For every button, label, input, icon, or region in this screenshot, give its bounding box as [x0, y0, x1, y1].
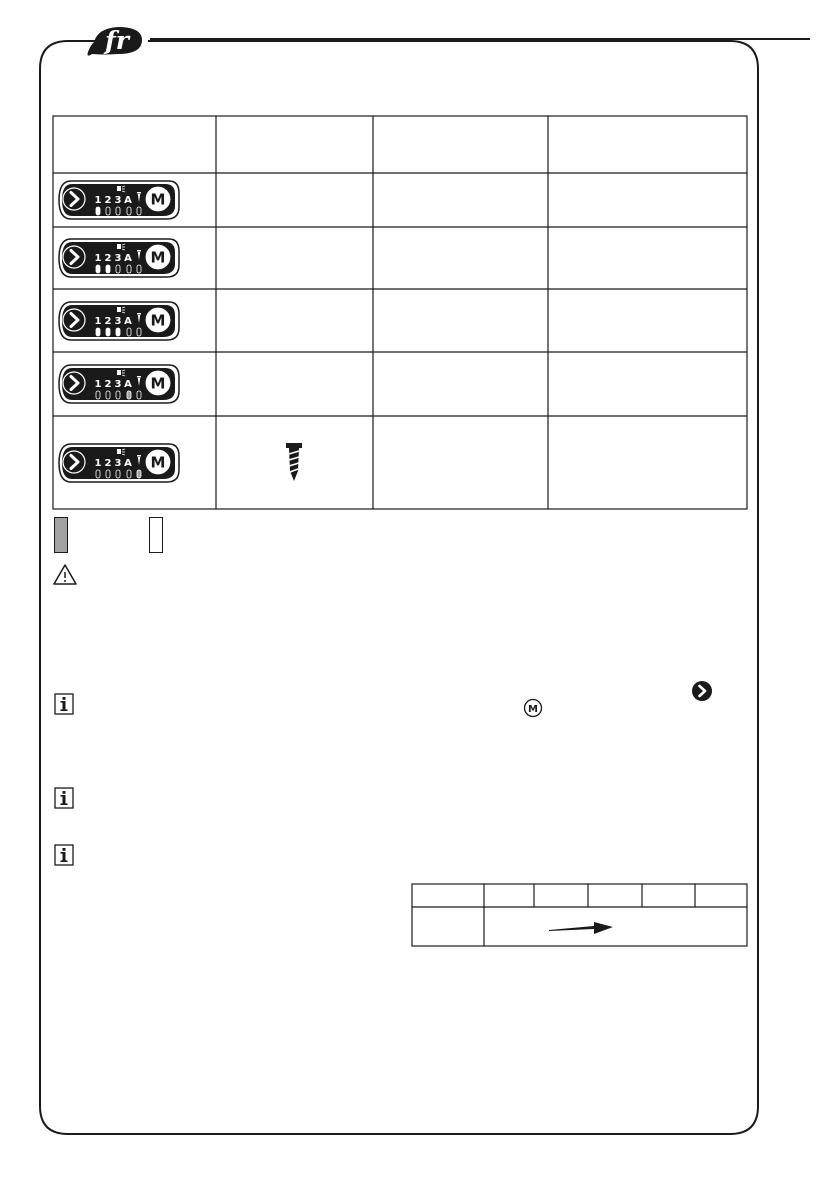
led-indicator	[137, 470, 141, 478]
panel-label: A	[124, 457, 132, 469]
led-indicator	[116, 328, 120, 336]
panel-label: 2	[104, 253, 112, 264]
header-cell-1	[53, 116, 216, 173]
svg-text:M: M	[528, 704, 538, 715]
led-indicator	[127, 391, 131, 399]
led-indicator	[96, 328, 100, 336]
panel-label: 1	[94, 253, 102, 264]
led-indicator	[127, 328, 131, 336]
panel-label: A	[124, 253, 132, 264]
control-panel-row-2	[57, 236, 181, 280]
panel-label: 2	[104, 315, 112, 327]
panel-label: 3	[114, 253, 122, 264]
led-indicator	[106, 328, 110, 336]
led-indicator	[96, 265, 100, 273]
svg-text:M: M	[150, 374, 166, 393]
led-indicator	[106, 265, 110, 273]
led-indicator	[116, 207, 120, 215]
panel-label: A	[124, 315, 132, 327]
control-panel-row-5	[57, 441, 181, 485]
legend-unlit-swatch	[149, 517, 163, 553]
info-icon	[54, 844, 74, 866]
led-indicator	[106, 207, 110, 215]
increase-arrow-icon	[549, 922, 613, 934]
info-icon	[54, 787, 74, 809]
arrow-button-icon	[691, 680, 713, 702]
led-indicator	[96, 207, 100, 215]
control-panel-row-3	[57, 299, 181, 343]
svg-text:M: M	[150, 453, 166, 471]
panel-label: 3	[114, 195, 122, 206]
led-indicator	[127, 265, 131, 273]
panel-label: 3	[114, 457, 122, 469]
panel-label: 2	[104, 195, 112, 206]
led-indicator	[116, 265, 120, 273]
panel-label: 3	[114, 379, 122, 390]
panel-label: A	[124, 379, 132, 390]
panel-label: 1	[94, 195, 102, 206]
led-indicator	[96, 470, 100, 478]
legend-lit-swatch	[54, 517, 68, 553]
info-icon	[54, 693, 74, 715]
led-indicator	[96, 391, 100, 399]
speed-table	[410, 882, 750, 948]
warning-icon	[52, 563, 78, 587]
led-indicator	[116, 470, 120, 478]
language-code: fr	[105, 26, 129, 55]
svg-text:M: M	[150, 248, 166, 267]
panel-label: 1	[94, 315, 102, 327]
led-indicator	[106, 470, 110, 478]
header-cell-3	[373, 116, 548, 173]
panel-label: 2	[104, 457, 112, 469]
svg-text:M: M	[150, 190, 166, 209]
panel-label: 3	[114, 315, 122, 327]
screw-icon	[284, 441, 304, 483]
led-indicator	[106, 391, 110, 399]
led-indicator	[127, 207, 131, 215]
led-indicator	[137, 265, 141, 273]
panel-label: A	[124, 195, 132, 206]
led-indicator	[127, 470, 131, 478]
control-panel-row-4	[57, 362, 181, 406]
control-panel-row-1	[57, 178, 181, 222]
led-indicator	[137, 207, 141, 215]
led-indicator	[116, 391, 120, 399]
led-indicator	[137, 391, 141, 399]
panel-label: 1	[94, 457, 102, 469]
svg-text:M: M	[150, 311, 166, 329]
header-cell-4	[548, 116, 747, 173]
panel-label: 1	[94, 379, 102, 390]
header-cell-2	[216, 116, 373, 173]
panel-label: 2	[104, 379, 112, 390]
led-indicator	[137, 328, 141, 336]
mode-m-button-icon	[523, 698, 543, 718]
